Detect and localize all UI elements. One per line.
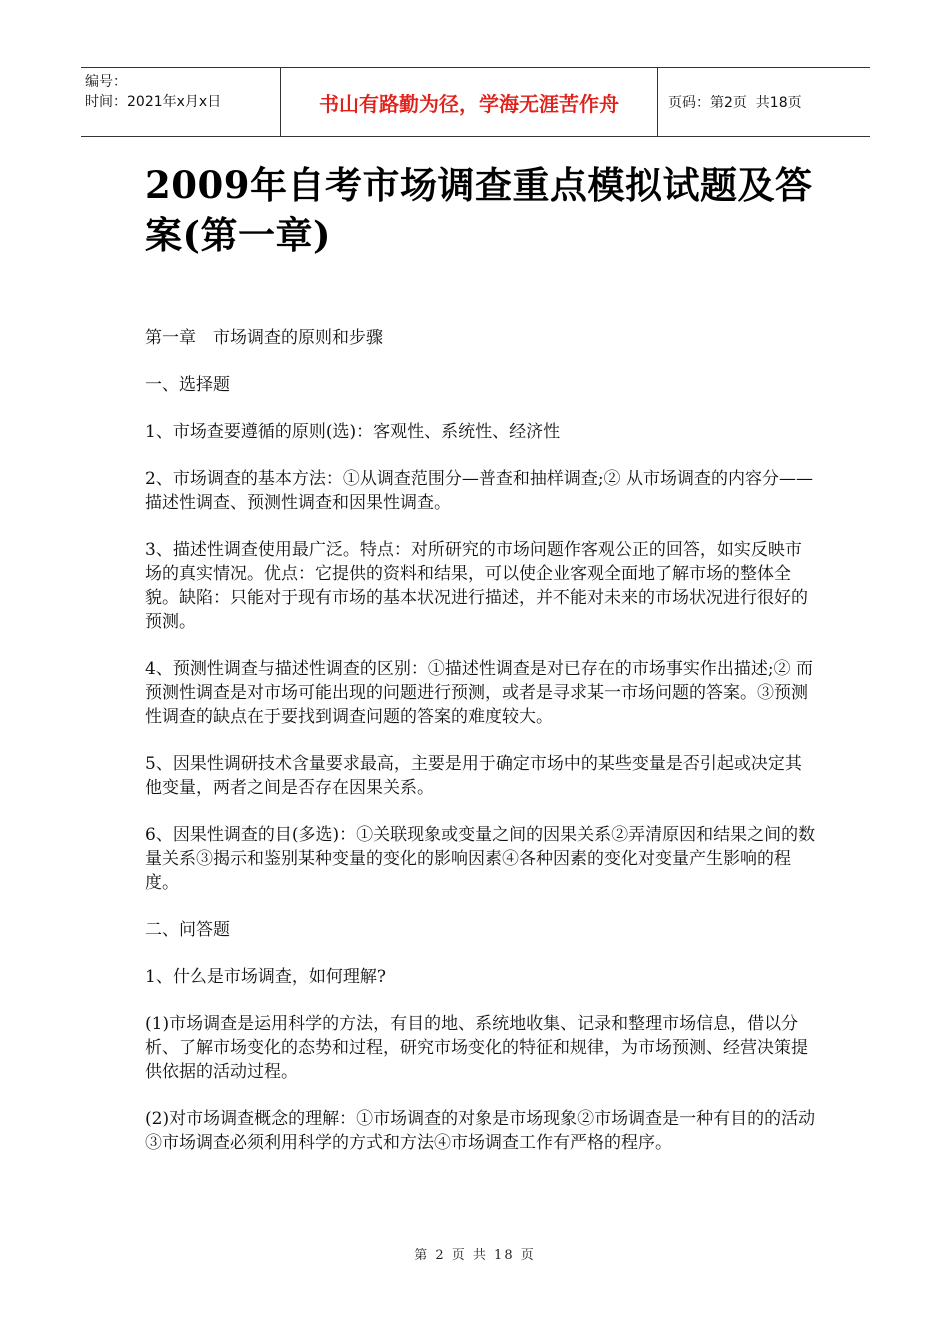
section-heading-qa: 二、问答题: [145, 920, 230, 940]
paragraph: 4、预测性调查与描述性调查的区别：①描述性调查是对已存在的市场事实作出描述;② 而预测性调查是对市场可能出现的问题进行预测，或者是寻求某一市场问题的答案。③预测性调查的缺点在于要找到调查问题的答案的难度较大。: [145, 659, 813, 727]
header-info-cell: [81, 68, 281, 136]
page-footer: 第 2 页 共 18 页: [414, 1248, 536, 1263]
document-time-label: 时间：2021年x月x日: [85, 94, 222, 110]
paragraph: 5、因果性调研技术含量要求最高，主要是用于确定市场中的某些变量是否引起或决定其他变量，两者之间是否存在因果关系。: [145, 754, 802, 798]
document-body: [145, 326, 817, 1178]
paragraph: 3、描述性调查使用最广泛。特点：对所研究的市场问题作客观公正的回答，如实反映市场的真实情况。优点：它提供的资料和结果，可以使企业客观全面地了解市场的整体全貌。缺陷：只能对于现有市场的基本状况进行描述，并不能对未来的市场状况进行很好的预测。: [145, 540, 808, 632]
paragraph: 2、市场调查的基本方法：①从调查范围分—普查和抽样调查;② 从市场调查的内容分——描述性调查、预测性调查和因果性调查。: [145, 469, 813, 513]
paragraph: 6、因果性调查的目(多选)：①关联现象或变量之间的因果关系②弄清原因和结果之间的数量关系③揭示和鉴别某种变量的变化的影响因素④各种因素的变化对变量产生影响的程度。: [145, 825, 816, 893]
chapter-heading: 第一章 市场调查的原则和步骤: [145, 328, 383, 348]
paragraph: (2)对市场调查概念的理解：①市场调查的对象是市场现象②市场调查是一种有目的的活动③市场调查必须利用科学的方式和方法④市场调查工作有严格的程序。: [145, 1109, 816, 1153]
header-motto: 书山有路勤为径，学海无涯苦作舟: [281, 68, 658, 136]
section-heading-choice: 一、选择题: [145, 375, 230, 395]
paragraph: (1)市场调查是运用科学的方法，有目的地、系统地收集、记录和整理市场信息，借以分析、了解市场变化的态势和过程，研究市场变化的特征和规律，为市场预测、经营决策提供依据的活动过程。: [145, 1014, 808, 1082]
paragraph: 1、市场查要遵循的原则(选)：客观性、系统性、经济性: [145, 422, 561, 442]
header-page-info: 页码：第2页 共18页: [668, 95, 802, 111]
question: 1、什么是市场调查，如何理解?: [145, 967, 386, 987]
document-header: [81, 67, 870, 137]
document-number-label: 编号：: [85, 74, 127, 90]
document-title: 2009年自考市场调查重点模拟试题及答案(第一章): [145, 163, 813, 257]
header-page-info-cell: [658, 68, 870, 136]
